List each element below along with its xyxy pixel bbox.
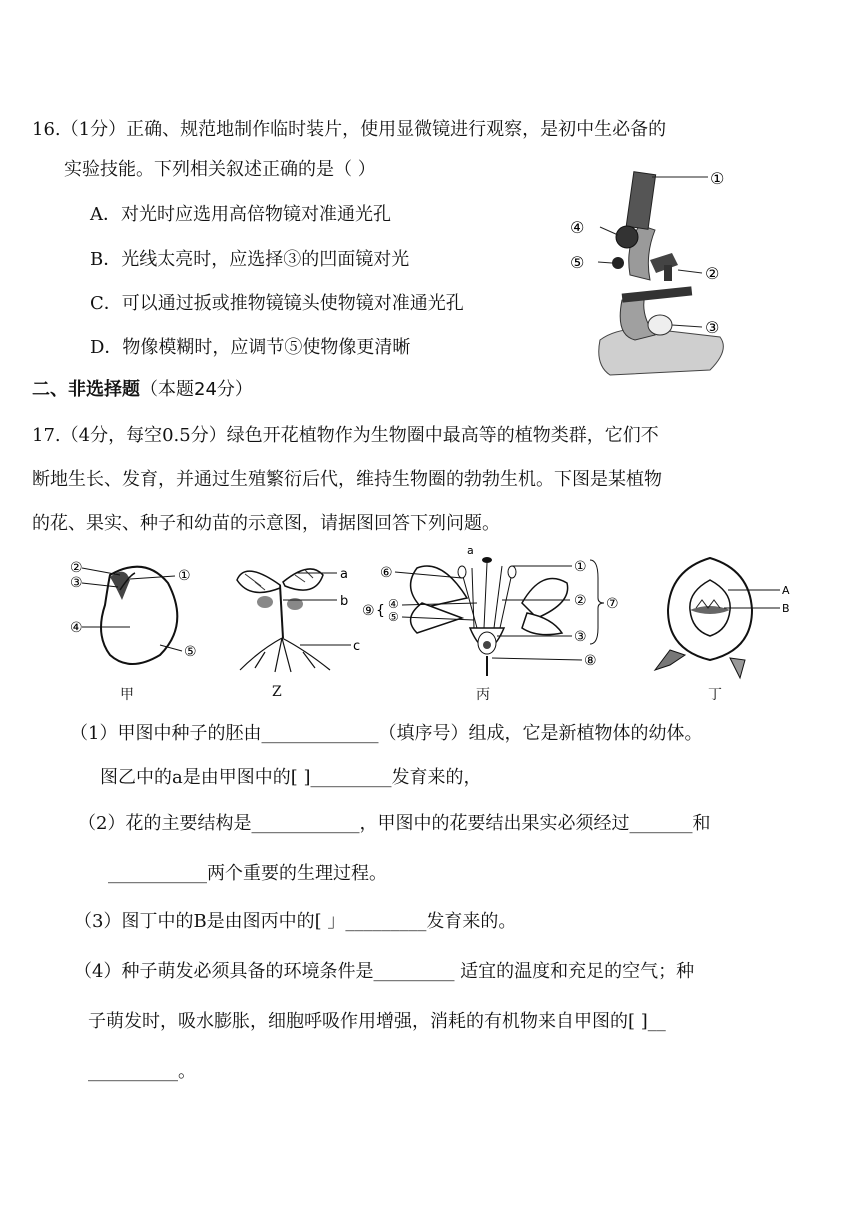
fruit-label-b: B	[782, 602, 790, 615]
q17-stem-line3: 的花、果实、种子和幼苗的示意图，请据图回答下列问题。	[32, 513, 500, 534]
section-heading	[32, 378, 253, 402]
seedling-figure	[225, 560, 365, 680]
svg-text:{: {	[376, 603, 385, 619]
flower-label-a: a	[467, 544, 474, 557]
flower-label-6: ⑥	[380, 565, 393, 581]
microscope-label-5: ⑤	[570, 253, 585, 272]
flower-label-9: ⑨	[362, 603, 375, 619]
microscope-label-2: ②	[705, 264, 720, 283]
seed-caption: 甲	[120, 687, 134, 703]
flower-label-8: ⑧	[584, 653, 597, 669]
section-title: 二、非选择题	[32, 379, 140, 400]
seed-figure	[70, 555, 210, 675]
fruit-caption: 丁	[708, 687, 722, 703]
seed-label-3: ③	[70, 575, 83, 591]
q16-option-a: A．对光时应选用高倍物镜对准通光孔	[90, 204, 391, 225]
seed-label-5: ⑤	[184, 644, 197, 660]
q17-sub4-line2: 子萌发时，吸水膨胀，细胞呼吸作用增强，消耗的有机物来自甲图的[ ]__	[88, 1011, 666, 1032]
q17-sub3-line1: （3）图丁中的B是由图丙中的[ 」_________发育来的。	[74, 911, 517, 932]
flower-caption: 丙	[476, 687, 490, 703]
fruit-figure	[640, 550, 800, 680]
microscope-label-1: ①	[710, 169, 725, 188]
microscope-label-3: ③	[705, 318, 720, 337]
flower-figure	[362, 544, 622, 676]
q17-sub2-line1: （2）花的主要结构是____________，甲图中的花要结出果实必须经过_______和	[78, 813, 711, 834]
seedling-label-a: a	[340, 567, 348, 582]
seedling-label-b: b	[340, 594, 349, 609]
microscope-figure	[560, 165, 750, 385]
q16-stem-line1: 16.（1分）正确、规范地制作临时装片，使用显微镜进行观察，是初中生必备的	[32, 119, 667, 140]
flower-label-1: ①	[574, 559, 587, 575]
q17-sub1-line2: 图乙中的a是由甲图中的[ ]_________发育来的，	[100, 767, 482, 788]
q17-sub4-line1: （4）种子萌发必须具备的环境条件是_________ 适宜的温度和充足的空气；种	[74, 961, 695, 982]
seedling-label-c: c	[353, 639, 361, 654]
q16-option-c: C．可以通过扳或推物镜镜头使物镜对准通光孔	[90, 293, 464, 314]
flower-label-7: ⑦	[606, 596, 619, 612]
seed-label-1: ①	[178, 568, 191, 584]
seed-label-2: ②	[70, 560, 83, 576]
microscope-label-4: ④	[570, 218, 585, 237]
flower-label-2: ②	[574, 593, 587, 609]
q16-option-b: B．光线太亮时，应选择③的凹面镜对光	[90, 249, 410, 270]
q17-stem-line2: 断地生长、发育，并通过生殖繁衍后代，维持生物圈的勃勃生机。下图是某植物	[32, 469, 662, 490]
flower-label-4: ④	[388, 597, 399, 611]
q16-option-d: D．物像模糊时，应调节⑤使物像更清晰	[90, 337, 411, 358]
section-note: （本题24分）	[140, 379, 253, 400]
q17-sub1-line1: （1）甲图中种子的胚由_____________（填序号）组成，它是新植物体的幼体。	[70, 723, 703, 744]
q16-stem-line2: 实验技能。下列相关叙述正确的是（ ）	[64, 159, 376, 180]
q17-sub4-line3: __________。	[88, 1061, 196, 1082]
flower-label-3: ③	[574, 629, 587, 645]
q17-stem-line1: 17.（4分，每空0.5分）绿色开花植物作为生物圈中最高等的植物类群，它们不	[32, 425, 659, 446]
seedling-caption: Z	[272, 684, 282, 700]
fruit-label-a: A	[782, 584, 790, 597]
flower-label-5: ⑤	[388, 610, 399, 624]
q17-sub2-line2: ___________两个重要的生理过程。	[108, 863, 387, 884]
seed-label-4: ④	[70, 620, 83, 636]
